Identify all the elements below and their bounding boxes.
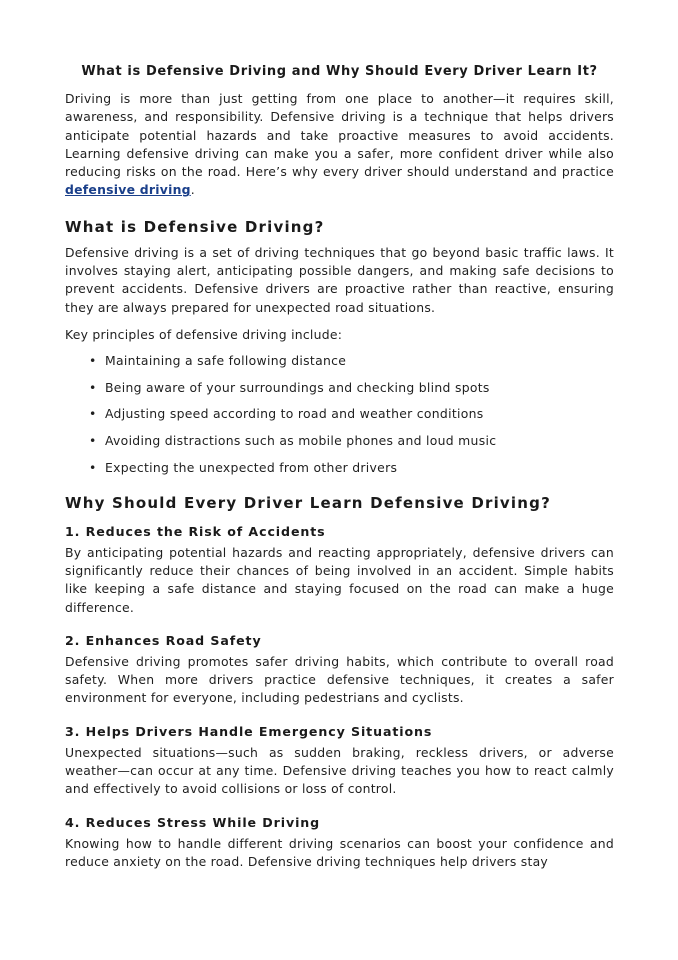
reason-block — [65, 724, 614, 799]
reason-heading: 2. Enhances Road Safety — [65, 632, 262, 648]
reason-block — [65, 815, 614, 872]
principles-list — [65, 352, 614, 476]
reason-text: By anticipating potential hazards and reacting appropriately, defensive drivers can significantly reduce their chances of being involved in an accident. Simple habits like keeping a safe distance and staying focused on the road can make a huge difference. — [65, 544, 614, 615]
reason-text: Unexpected situations—such as sudden braking, reckless drivers, or adverse weather—can occur at any time. Defensive driving teaches you how to react calmly and effectively to avoid collisions or loss of control. — [65, 744, 614, 797]
intro-paragraph — [65, 90, 614, 200]
section-heading-what-is: What is Defensive Driving? — [65, 217, 325, 236]
intro-text-end: . — [190, 182, 195, 198]
reason-block — [65, 524, 614, 617]
defensive-driving-link[interactable]: defensive driving — [65, 182, 191, 198]
section-heading-why-learn: Why Should Every Driver Learn Defensive Driving? — [65, 493, 551, 512]
list-item: • Being aware of your surroundings and checking blind spots — [89, 379, 614, 397]
reason-text: Knowing how to handle different driving scenarios can boost your confidence and reduce anxiety on the road. Defensive driving techniques help drivers stay — [65, 835, 614, 869]
section-paragraph-definition: Defensive driving is a set of driving techniques that go beyond basic traffic laws. It involves staying alert, anticipating possible dangers, and making safe decisions to prevent accidents. Defensive drivers are proactive rather than reactive, ensuring they are always prepared for unexpected road situations. — [65, 244, 614, 315]
reason-heading: 1. Reduces the Risk of Accidents — [65, 523, 326, 539]
principles-intro: Key principles of defensive driving include: — [65, 326, 343, 342]
reason-heading: 4. Reduces Stress While Driving — [65, 814, 321, 830]
intro-text: Driving is more than just getting from one place to another—it requires skill, awareness, and responsibility. Defensive driving is a technique that helps drivers anticipate potential hazards and take proactive measures to avoid accidents. Learning defensive driving can make you a safer, more confident driver while also reducing risks on the road. Here’s why every driver should understand and practice — [65, 91, 614, 180]
list-item: • Maintaining a safe following distance — [89, 352, 614, 370]
list-item: • Adjusting speed according to road and weather conditions — [89, 405, 614, 423]
document-title: What is Defensive Driving and Why Should Every Driver Learn It? — [81, 64, 598, 79]
reason-text: Defensive driving promotes safer driving habits, which contribute to overall road safety. When more drivers practice defensive techniques, it creates a safer environment for everyone, including pedestrians and cyclists. — [65, 653, 614, 706]
list-item: • Expecting the unexpected from other drivers — [89, 459, 614, 477]
reason-heading: 3. Helps Drivers Handle Emergency Situations — [65, 723, 433, 739]
reason-block — [65, 633, 614, 708]
list-item: • Avoiding distractions such as mobile phones and loud music — [89, 432, 614, 450]
